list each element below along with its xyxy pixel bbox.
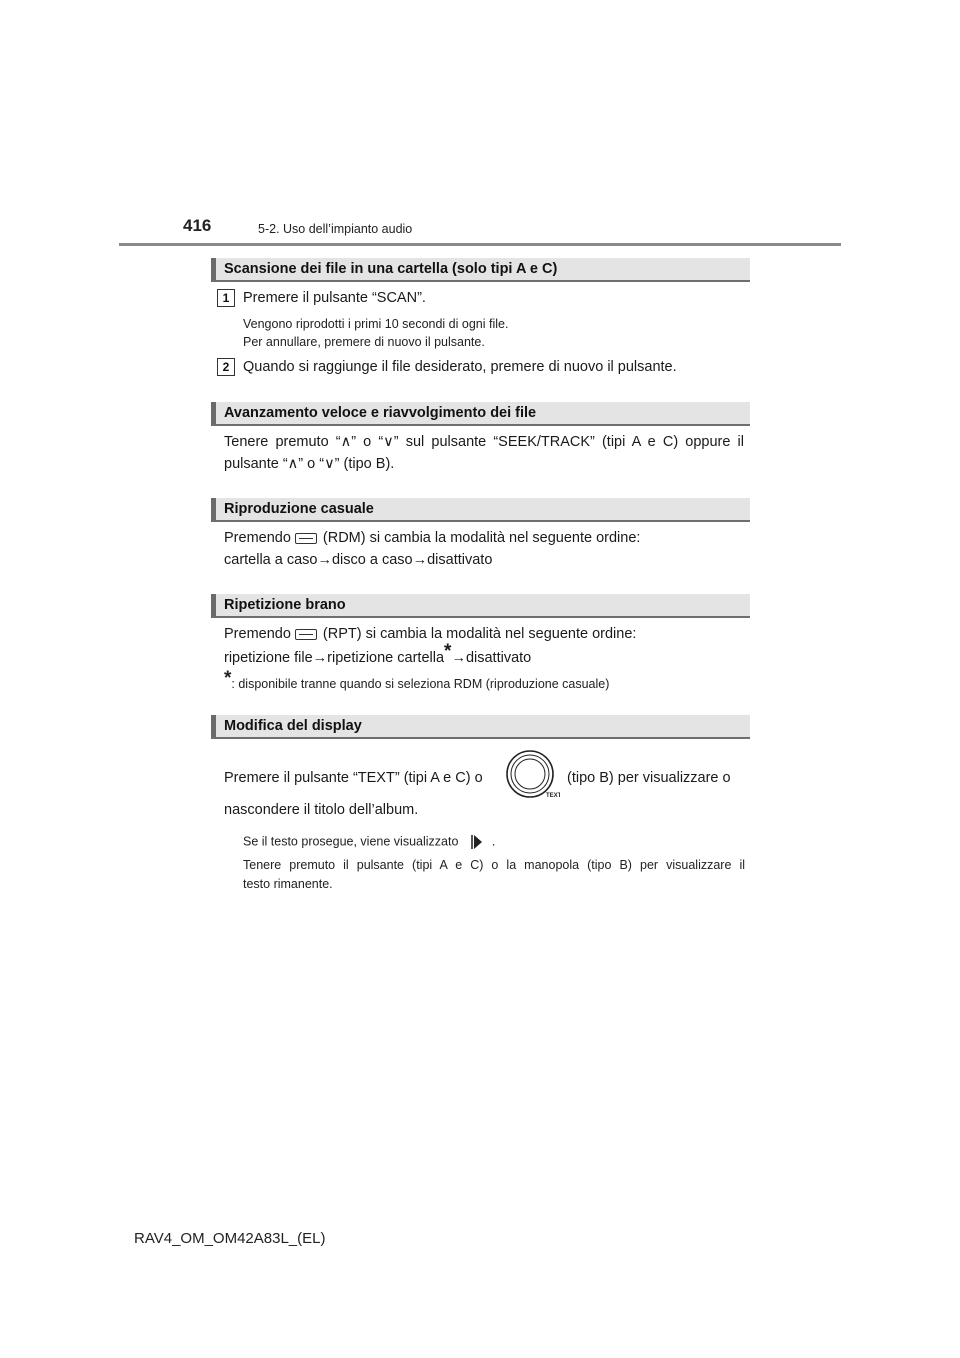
preset-button-icon — [295, 629, 317, 640]
body-text: (tipo B) per visualizzare o — [567, 770, 731, 786]
text-fragment: Se il testo prosegue, viene visualizzato — [243, 834, 459, 849]
page-number: 416 — [183, 216, 212, 235]
text-fragment: (RPT) si cambia la modalità nel seguente ordine: — [322, 626, 637, 642]
body-text: Tenere premuto “∧” o “∨” sul pulsante “SEEK/TRACK” (tipi A e C) oppure il — [224, 434, 744, 450]
section-title: Riproduzione casuale — [224, 501, 374, 517]
step1-note: Vengono riprodotti i primi 10 secondi di ogni file. — [243, 317, 509, 331]
heading-bar — [211, 402, 216, 424]
footnote-marker: * — [224, 668, 232, 689]
footnote-text: : disponibile tranne quando si seleziona RDM (riproduzione casuale) — [231, 677, 610, 691]
section-heading-random — [211, 498, 750, 522]
section-title: Modifica del display — [224, 718, 362, 734]
step-number-2: 2 — [217, 358, 235, 376]
heading-bar — [211, 498, 216, 520]
note-text: testo rimanente. — [243, 877, 333, 891]
section-heading-scan — [211, 258, 750, 282]
body-text: pulsante “∧” o “∨” (tipo B). — [224, 456, 395, 472]
section-title: Scansione dei file in una cartella (solo tipi A e C) — [224, 261, 558, 277]
body-text — [224, 641, 532, 668]
body-text — [224, 530, 640, 546]
body-text: cartella a caso→disco a caso→disattivato — [224, 552, 493, 568]
text-fragment: (RDM) si cambia la modalità nel seguente ordine: — [322, 530, 641, 546]
arrow-right-icon — [466, 834, 488, 850]
note-text: Tenere premuto il pulsante (tipi A e C) o la manopola (tipo B) per visualizzare il — [243, 858, 745, 872]
step1-note: Per annullare, premere di nuovo il pulsante. — [243, 335, 485, 349]
step1-text: Premere il pulsante “SCAN”. — [243, 290, 426, 306]
text-fragment: Premendo — [224, 626, 291, 642]
knob-label: TEXT — [546, 793, 560, 799]
heading-bar — [211, 594, 216, 616]
step-number-1: 1 — [217, 289, 235, 307]
section-heading-display — [211, 715, 750, 739]
section-title: Ripetizione brano — [224, 597, 346, 613]
note-text — [243, 834, 495, 850]
section-heading-repeat — [211, 594, 750, 618]
section-title: Avanzamento veloce e riavvolgimento dei file — [224, 405, 537, 421]
heading-bar — [211, 715, 216, 737]
chapter-title: 5-2. Uso dell’impianto audio — [258, 222, 413, 236]
text-fragment: . — [491, 834, 496, 849]
text-fragment: Premendo — [224, 530, 291, 546]
body-text — [224, 626, 636, 642]
heading-bar — [211, 258, 216, 280]
section-heading-fast-forward — [211, 402, 750, 426]
step2-text: Quando si raggiunge il file desiderato, premere di nuovo il pulsante. — [243, 359, 677, 375]
preset-button-icon — [295, 533, 317, 544]
footnote — [224, 668, 610, 694]
document-code: RAV4_OM_OM42A83L_(EL) — [134, 1230, 326, 1247]
text-fragment: ripetizione file→ripetizione cartella — [224, 650, 445, 666]
text-fragment: →disattivato — [451, 650, 532, 666]
text-knob-icon — [502, 748, 560, 800]
footnote-marker: * — [444, 641, 452, 662]
body-text: Premere il pulsante “TEXT” (tipi A e C) o — [224, 770, 483, 786]
header-divider — [119, 243, 841, 246]
body-text: nascondere il titolo dell’album. — [224, 802, 419, 818]
